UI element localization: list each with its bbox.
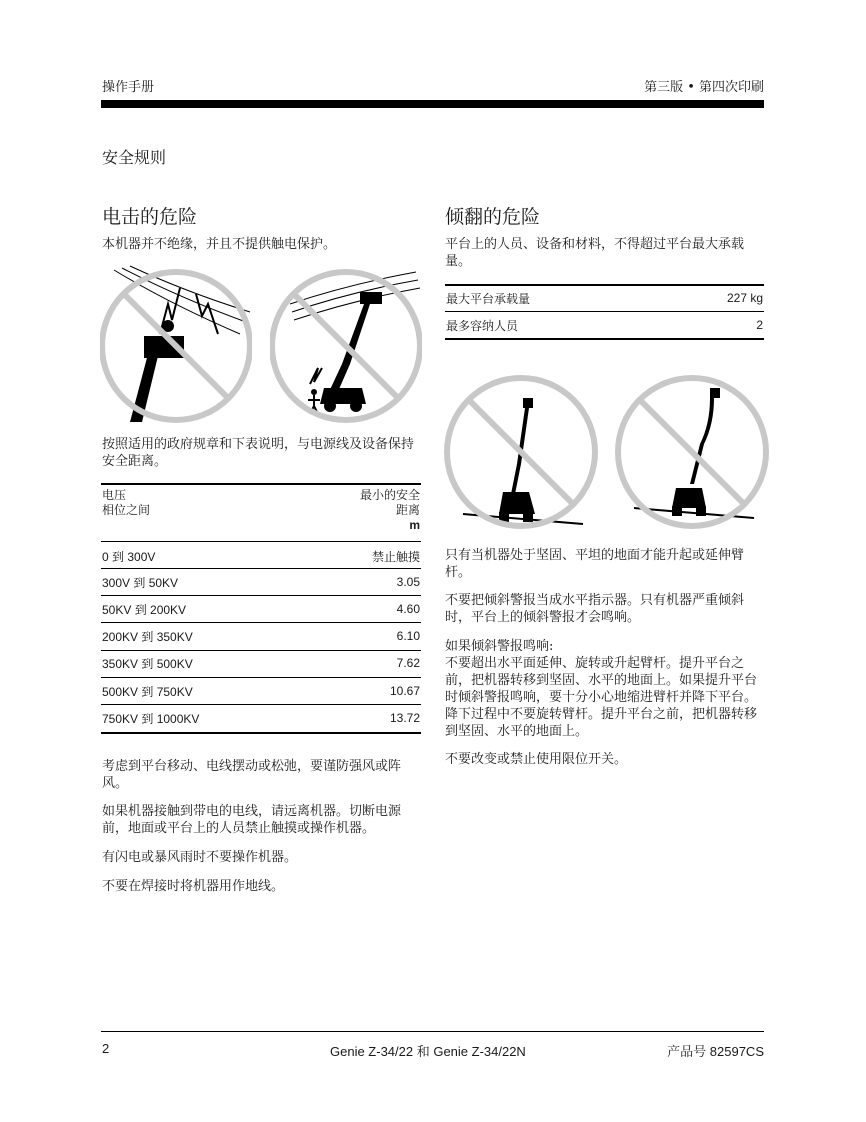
spec-label: 最大平台承载量	[446, 291, 531, 306]
table-rule	[101, 541, 421, 542]
row-distance: 7.62	[396, 656, 420, 670]
limit-switch-text: 不要改变或禁止使用限位开关。	[445, 752, 628, 767]
row-range: 300V 到 50KV	[102, 575, 179, 590]
tipover-intro: 平台上的人员、设备和材料，不得超过平台最大承载量。	[445, 237, 745, 269]
row-distance: 禁止触摸	[371, 549, 420, 564]
table-top-rule	[101, 483, 421, 485]
table-row	[102, 570, 420, 594]
footer-model: Genie Z-34/22 和 Genie Z-34/22N	[330, 1044, 526, 1059]
lightning-warning-text: 有闪电或暴风雨时不要操作机器。	[102, 850, 298, 865]
footer-rule	[101, 1031, 764, 1032]
table-rule	[101, 568, 421, 569]
header-left: 操作手册	[102, 80, 155, 95]
table-col2-header	[360, 488, 420, 533]
table-rule	[101, 677, 421, 678]
row-distance: 13.72	[389, 711, 420, 725]
table-col1-header	[102, 488, 150, 518]
prohibited-slope-raise-icon	[443, 374, 599, 530]
spec-bottom-rule	[445, 338, 764, 340]
col1-line1: 电压	[102, 488, 127, 502]
spec-top-rule	[445, 284, 764, 286]
row-distance: 3.05	[396, 575, 420, 589]
prohibited-electrocution-icon	[100, 264, 252, 424]
electrocution-heading: 电击的危险	[102, 206, 198, 228]
wind-warning-text: 考虑到平台移动、电线摆动或松弛，要谨防强风或阵风。	[102, 759, 402, 791]
table-row	[102, 624, 420, 648]
row-range: 350KV 到 500KV	[102, 656, 193, 671]
page-number: 2	[102, 1041, 110, 1056]
table-row	[102, 706, 420, 730]
row-range: 750KV 到 1000KV	[102, 711, 200, 726]
electrocution-intro: 本机器并不绝缘，并且不提供触电保护。	[102, 237, 337, 252]
col1-line2: 相位之间	[102, 503, 151, 517]
row-range: 200KV 到 350KV	[102, 629, 193, 644]
level-ground-text: 只有当机器处于坚固、平坦的地面才能升起或延伸臂杆。	[445, 548, 745, 580]
spec-label: 最多容纳人员	[446, 318, 519, 333]
spec-value: 2	[756, 318, 763, 332]
clearance-text: 按照适用的政府规章和下表说明，与电源线及设备保持安全距离。	[102, 437, 415, 469]
col2-line2: 距离	[395, 503, 420, 517]
section-title: 安全规则	[102, 148, 167, 167]
table-row	[102, 651, 420, 675]
row-distance: 6.10	[396, 629, 420, 643]
tilt-alarm-heading: 如果倾斜警报鸣响:	[445, 639, 554, 654]
footer-part-number: 产品号 82597CS	[667, 1044, 764, 1059]
table-rule	[101, 595, 421, 596]
header-right: 第三版 • 第四次印刷	[644, 80, 764, 95]
contact-warning-text: 如果机器接触到带电的电线，请远离机器。切断电源前，地面或平台上的人员禁止触摸或操作机器。	[102, 804, 402, 836]
row-distance: 4.60	[396, 602, 420, 616]
spec-row	[446, 287, 763, 309]
prohibited-slope-extend-icon	[614, 374, 770, 530]
table-rule	[101, 704, 421, 705]
table-row	[102, 597, 420, 621]
prohibited-powerline-contact-icon	[270, 264, 422, 424]
table-bottom-rule	[101, 732, 421, 734]
header-rule	[101, 100, 764, 108]
row-distance: 10.67	[389, 684, 420, 698]
spec-rule	[445, 311, 764, 312]
tilt-alarm-text: 不要把倾斜警报当成水平指示器。只有机器严重倾斜时，平台上的倾斜警报才会鸣响。	[445, 593, 745, 625]
spec-value: 227 kg	[726, 291, 763, 305]
table-row	[102, 544, 420, 568]
welding-warning-text: 不要在焊接时将机器用作地线。	[102, 879, 285, 894]
tilt-alarm-instructions: 不要超出水平面延伸、旋转或升起臂杆。提升平台之前，把机器转移到坚固、水平的地面上。如果提升平台时倾斜警报鸣响，要十分小心地缩进臂杆并降下平台。降下过程中不要旋转臂杆。提升平台之前，把机器转移到坚固、水平的地面上。	[445, 656, 758, 739]
col2-unit: m	[409, 518, 420, 532]
row-range: 50KV 到 200KV	[102, 602, 187, 617]
col2-line1: 最小的安全	[359, 488, 420, 502]
row-range: 500KV 到 750KV	[102, 684, 193, 699]
table-row	[102, 679, 420, 703]
tipover-heading: 倾翻的危险	[445, 206, 541, 228]
table-rule	[101, 622, 421, 623]
spec-row	[446, 314, 763, 336]
row-range: 0 到 300V	[102, 549, 156, 564]
